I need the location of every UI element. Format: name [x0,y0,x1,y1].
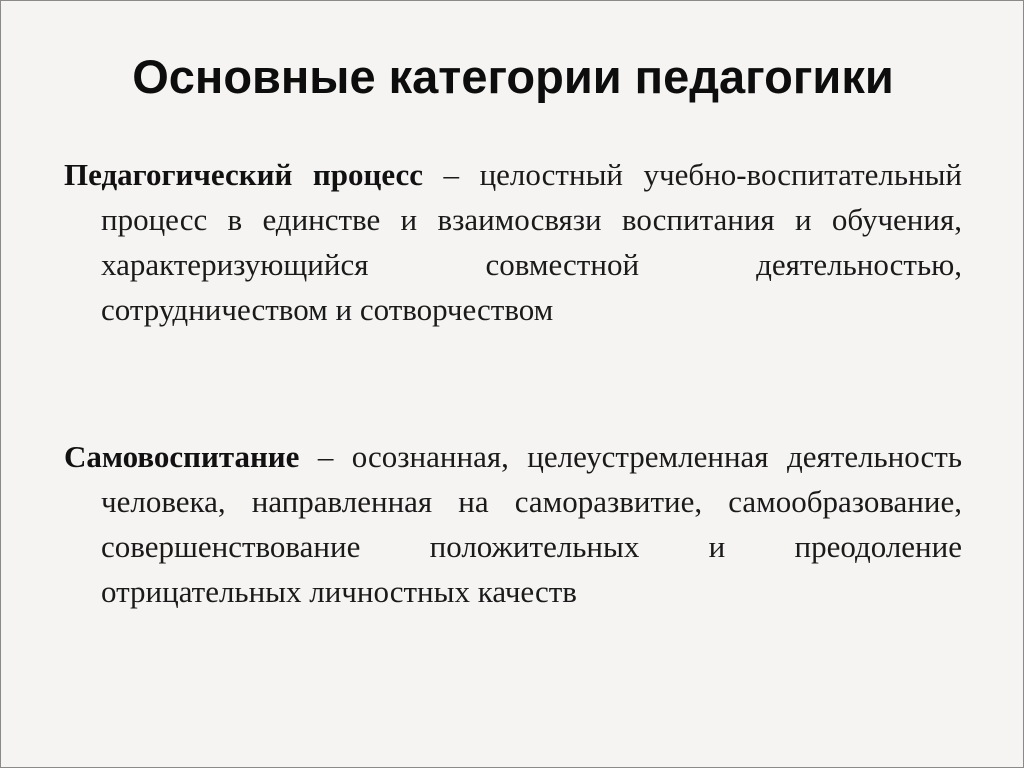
definition-separator: – [423,157,480,192]
definition-text: осознанная, целеустремленная деятельность человека, направленная на саморазвитие, самообразование, совершенствование положительных и преодоление отрицательных личностных качеств [101,439,962,609]
slide-title: Основные категории педагогики [132,50,894,103]
definition-term: Самовоспитание [64,439,300,474]
definition-term: Педагогический процесс [64,157,424,192]
definition-text: целостный учебно-воспитательный процесс в единстве и взаимосвязи воспитания и обучения, характеризующийся совместной деятельностью, сотрудничеством и сотворчеством [101,157,962,327]
definition-pedagogical-process [64,152,962,332]
definition-separator: – [299,439,352,474]
definition-self-education [64,434,962,614]
